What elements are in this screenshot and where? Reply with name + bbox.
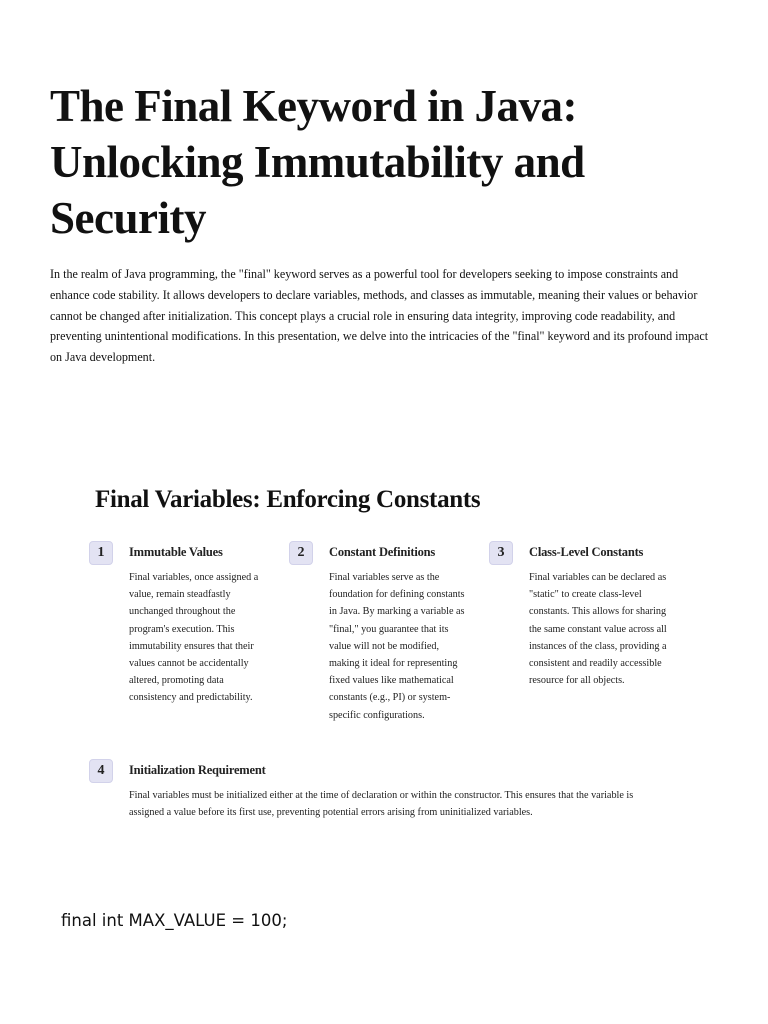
page-title: The Final Keyword in Java: Unlocking Immutability and Security — [50, 81, 585, 243]
intro-paragraph: In the realm of Java programming, the "final" keyword serves as a powerful tool for developers seeking to impose constraints and enhance code stability. It allows developers to declare variables, methods, and classes as immutable, meaning their values or behavior cannot be changed after initialization. This concept plays a crucial role in ensuring data integrity, improving code readability, and preventing unintentional modifications. In this presentation, we delve into the intricacies of the "final" keyword and its profound impact on Java development. — [50, 267, 709, 365]
number-badge: 3 — [489, 541, 513, 565]
feature-title: Class-Level Constants — [529, 545, 644, 559]
feature-title: Constant Definitions — [329, 545, 436, 559]
feature-title: Initialization Requirement — [129, 763, 266, 777]
feature-description: Final variables, once assigned a value, remain steadfastly unchanged throughout the program's execution. This immutability ensures that their values cannot be accidentally altered, promoting data consistency and predictability. — [129, 572, 259, 704]
number-badge: 1 — [89, 541, 113, 565]
number-badge: 4 — [89, 759, 113, 783]
feature-description: Final variables can be declared as "static" to create class-level constants. This allows for sharing the same constant value across all instances of the class, providing a consistent and readily accessible resource for all objects. — [529, 572, 667, 687]
section-heading: Final Variables: Enforcing Constants — [95, 486, 481, 513]
code-example: final int MAX_VALUE = 100; — [61, 911, 288, 930]
feature-description: Final variables must be initialized either at the time of declaration or within the constructor. This ensures that the variable is assigned a value before its first use, preventing potential errors arising from uninitialized variables. — [129, 790, 634, 819]
feature-title: Immutable Values — [129, 545, 223, 559]
feature-description: Final variables serve as the foundation for defining constants in Java. By marking a variable as "final," you guarantee that its value will not be modified, making it ideal for representing fixed values like mathematical constants (e.g., PI) or system-specific configurations. — [329, 572, 465, 721]
number-badge: 2 — [289, 541, 313, 565]
